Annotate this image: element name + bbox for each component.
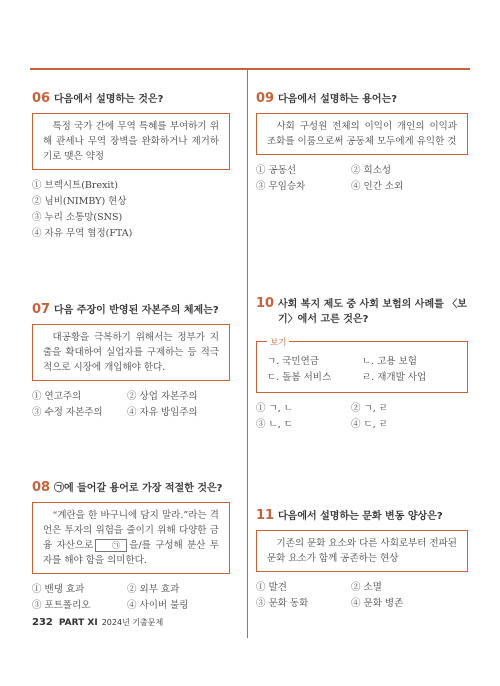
- top-rule: [30, 68, 470, 70]
- question-10: [256, 296, 468, 433]
- option-3[interactable]: ③ 수정 자본주의: [32, 407, 103, 418]
- question-07: [32, 302, 230, 421]
- passage-text: [43, 508, 219, 568]
- passage-text: 기존의 문화 요소와 다른 사회로부터 전파된 문화 요소가 함께 공존하는 현상: [267, 538, 457, 564]
- question-08: [32, 480, 230, 614]
- question-09: [256, 91, 468, 195]
- question-header: [256, 296, 468, 327]
- options: [32, 389, 230, 421]
- question-number: 09: [256, 91, 275, 106]
- question-text: 다음에서 설명하는 문화 변동 양상은?: [278, 511, 443, 522]
- options: [32, 178, 230, 242]
- question-text: 사회 복지 제도 중 사회 보험의 사례를 〈보기〉에서 고른 것은?: [278, 299, 467, 325]
- question-header: [32, 91, 230, 107]
- question-header: [256, 91, 468, 107]
- question-text: 다음에서 설명하는 용어는?: [278, 94, 398, 105]
- passage-text: 특정 국가 간에 무역 특혜를 부여하기 위해 관세나 무역 장벽을 완화하거나 제거하기로 맺은 약정: [43, 121, 219, 162]
- bogi-item-3: ㄷ. 돌봄 서비스: [267, 372, 332, 383]
- passage-box: [32, 324, 230, 381]
- question-header: [32, 480, 230, 496]
- options: [32, 582, 230, 614]
- question-header: [32, 302, 230, 318]
- question-number: 07: [32, 302, 51, 317]
- bogi-item-2: ㄴ. 고용 보험: [362, 356, 417, 367]
- option-2[interactable]: ② 희소성: [351, 165, 392, 176]
- options: [256, 163, 468, 195]
- option-2[interactable]: ② 외부 효과: [127, 584, 180, 595]
- option-4[interactable]: ④ 사이버 불링: [127, 600, 189, 611]
- passage-text-after: 을/를 구성해 분산 투자를 해야 함을 의미한다.: [43, 540, 219, 566]
- option-3[interactable]: ③ 문화 동화: [256, 598, 309, 609]
- option-1[interactable]: ① 연고주의: [32, 391, 82, 402]
- option-2[interactable]: ② 님비(NIMBY) 현상: [32, 196, 127, 207]
- option-3[interactable]: ③ 무임승차: [256, 181, 306, 192]
- passage-box: [256, 113, 468, 155]
- question-11: [256, 508, 468, 612]
- passage-box: [32, 113, 230, 170]
- question-text: 다음 주장이 반영된 자본주의 체제는?: [54, 305, 219, 316]
- question-number: 10: [256, 296, 275, 311]
- option-3[interactable]: ③ 누리 소통망(SNS): [32, 212, 123, 223]
- question-text: 다음에서 설명하는 것은?: [54, 94, 164, 105]
- option-1[interactable]: ① ㄱ, ㄴ: [256, 403, 293, 414]
- bogi-item-1: ㄱ. 국민연금: [267, 356, 319, 367]
- passage-text: 대공황을 극복하기 위해서는 정부가 지출을 확대하여 실업자를 구제하는 등 적극적으로 시장에 개입해야 한다.: [43, 332, 219, 373]
- option-4[interactable]: ④ 자유 방임주의: [127, 407, 198, 418]
- options: [256, 401, 468, 433]
- option-2[interactable]: ② 소멸: [351, 582, 382, 593]
- passage-text: 사회 구성원 전체의 이익이 개인의 이익과 조화를 이룸으로써 공동체 모두에게 유익한 것: [267, 121, 457, 147]
- question-header: [256, 508, 468, 524]
- page-footer: [32, 617, 163, 628]
- page-number: 232: [32, 617, 53, 628]
- passage-box: [32, 502, 230, 574]
- option-1[interactable]: ① 공동선: [256, 165, 297, 176]
- option-1[interactable]: ① 브렉시트(Brexit): [32, 180, 118, 191]
- option-1[interactable]: ① 밴댕 효과: [32, 584, 85, 595]
- option-4[interactable]: ④ ㄷ, ㄹ: [351, 419, 388, 430]
- bogi-item-4: ㄹ. 재개발 사업: [362, 372, 427, 383]
- option-3[interactable]: ③ 포트폴리오: [32, 600, 91, 611]
- passage-box: [256, 530, 468, 572]
- option-4[interactable]: ④ 인간 소외: [351, 181, 404, 192]
- option-2[interactable]: ② ㄱ, ㄹ: [351, 403, 388, 414]
- question-06: [32, 91, 230, 242]
- bogi-label: 보기: [267, 335, 289, 351]
- question-text: ㉠에 들어갈 용어로 가장 적절한 것은?: [54, 483, 223, 494]
- bogi-box: [256, 338, 468, 393]
- option-4[interactable]: ④ 문화 병존: [351, 598, 404, 609]
- part-label: PART XI: [58, 618, 98, 628]
- option-4[interactable]: ④ 자유 무역 협정(FTA): [32, 228, 133, 239]
- question-number: 06: [32, 91, 51, 106]
- option-1[interactable]: ① 발견: [256, 582, 287, 593]
- column-divider: [247, 68, 248, 638]
- options: [256, 580, 468, 612]
- question-number: 08: [32, 480, 51, 495]
- blank-marker: ㉠: [95, 539, 127, 552]
- option-3[interactable]: ③ ㄴ, ㄷ: [256, 419, 293, 430]
- section-label: 2024년 기출문제: [101, 618, 164, 627]
- option-2[interactable]: ② 상업 자본주의: [127, 391, 198, 402]
- question-number: 11: [256, 508, 275, 523]
- passage-text-before: “계란을 한 바구니에 담지 말라.”라는 격언은 투자의 위험을 줄이기 위해 다양한 금융 자산으로: [43, 510, 219, 551]
